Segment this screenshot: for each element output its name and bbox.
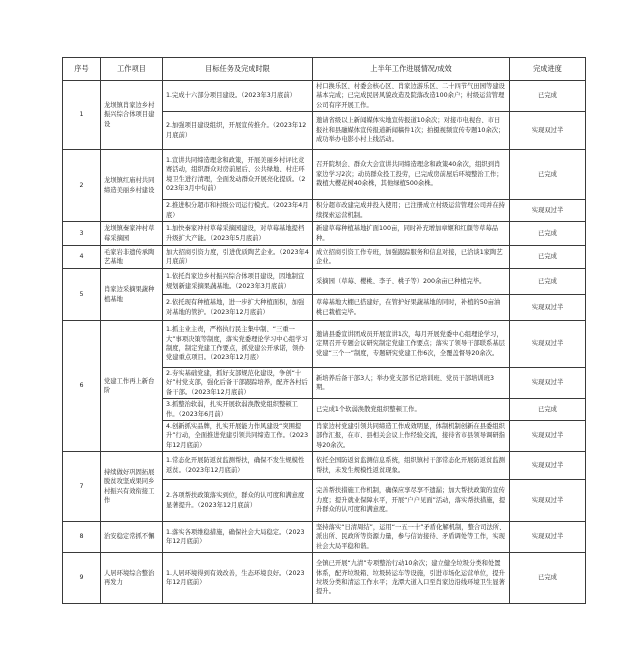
progress-result: 依托全国防返贫监测信息系统，组织镇村干部常态化开展防返贫监测帮扶，未发生规模性返贫现象。 — [313, 452, 510, 480]
target-task: 2.各项帮扶政策落实到位，群众的认可度和满意度显著提升。（2023年12月底前） — [163, 480, 313, 522]
work-project: 治安稳定常抓不懈 — [101, 522, 163, 553]
target-task: 2.推进积分超市和村级公司运行模式。（2023年4月底） — [163, 200, 313, 222]
completion-status: 已完成 — [510, 81, 586, 112]
target-task: 2.加强项目建设组织，开展宣传推介。（2023年12月底前） — [163, 112, 313, 150]
work-project: 党建工作再上新台阶 — [101, 321, 163, 452]
target-task: 1.落实各项维稳措施，确保社会大局稳定。（2023年12月底前） — [163, 522, 313, 553]
completion-status: 实现双过半 — [510, 200, 586, 222]
row-number: 5 — [63, 269, 101, 321]
progress-result: 新培养后备干部3人；举办党支部书记培训班、党员干部培训班3期。 — [313, 368, 510, 399]
header-project: 工作项目 — [101, 58, 163, 81]
completion-status: 已完成 — [510, 150, 586, 200]
target-task: 1.完成十六部分项目建设。（2023年3月底前） — [163, 81, 313, 112]
progress-result: 草莓基地大棚已搭建好，在管护好果蔬基地的同时，补植的50亩油桃已栽植完毕。 — [313, 295, 510, 321]
work-project: 人居环境综合整治再发力 — [101, 553, 163, 604]
target-task: 1.人居环境得到有效改善，生态环境良好。（2023年12月底前） — [163, 553, 313, 604]
header-target: 目标任务及完成时限 — [163, 58, 313, 81]
completion-status: 实现双过半 — [510, 522, 586, 553]
progress-result: 新建草莓种植基地扩面100亩，同时补充增加章姬和红颜等草莓品种。 — [313, 222, 510, 246]
target-task: 2.夯实基础党建，抓好支部规范化建设，争创“十好”村党支部，强化后备干部跟踪培养，配齐各村后备干部。（2023年12月底前） — [163, 368, 313, 399]
progress-result: 成立招商引资工作专班，加强跟踪服务和信息对接，已洽谈1家陶艺企业。 — [313, 246, 510, 269]
completion-status: 已完成 — [510, 246, 586, 269]
work-project: 龙坝镇肖家边乡村振兴综合体项目建设 — [101, 81, 163, 150]
work-project: 毛家岩非遗传承陶艺基地 — [101, 246, 163, 269]
row-number: 7 — [63, 452, 101, 522]
progress-result: 全镇已开展“九清”专项整治行动10余次；建立健全垃圾分类和处置体系，配齐垃圾箱、垃圾转运车等设施，引进市场化运营单位，提升垃圾分类和清运工作水平；龙潭大道入口至肖家边沿线环境卫生显著提升。 — [313, 553, 510, 604]
progress-result: 采摘园（草莓、樱桃、李子、桃子等）200余亩已种植完毕。 — [313, 269, 510, 295]
work-project: 龙坝镇秦家冲村草莓采摘园 — [101, 222, 163, 246]
completion-status: 已完成 — [510, 553, 586, 604]
row-number: 8 — [63, 522, 101, 553]
target-task: 1.常态化开展防返贫监测帮扶，确保不发生规模性返贫。（2023年12月底前） — [163, 452, 313, 480]
completion-status: 实现双过半 — [510, 452, 586, 480]
target-task: 1.抓主业主责，严格执行民主集中制、“三重一大”事项决策等制度，落实党委理论学习中心组学习制度，制定党建工作要点，抓党建公开承诺，领办党建重点项目。（2023年12月底） — [163, 321, 313, 368]
row-number: 3 — [63, 222, 101, 246]
completion-status: 实现双过半 — [510, 421, 586, 452]
row-number: 4 — [63, 246, 101, 269]
work-project: 持续做好巩固拓展脱贫攻坚成果同乡村振兴有效衔接工作 — [101, 452, 163, 522]
completion-status: 实现双过半 — [510, 321, 586, 368]
target-task: 4.创新抓实品牌，扎实开展能力作风建设“突围提升”行动，全面推进党建引领共同缔造工作。（2023年12月底前） — [163, 421, 313, 452]
completion-status: 实现双过半 — [510, 480, 586, 522]
progress-result: 邀请县委宣讲团成员开展宣讲1次，每月开展党委中心组理论学习，定期召开专题会议研究制定党建工作要点；落实了领导干部联系基层党建“三个一”制度，专题研究党建工作6次，全覆盖督导20余次。 — [313, 321, 510, 368]
work-progress-table — [62, 57, 586, 604]
progress-result: 积分超市改建完成并投入使用；已注册成立村级运营管理公司并在持续探索运营机制。 — [313, 200, 510, 222]
progress-result: 邀请省级以上新闻媒体实地宣传报道10余次；对接市电视台、市日报社和县融媒体宣传报道新闻稿件1次；拍摄视频宣传专题10余次；成功举办电影小村上线活动。 — [313, 112, 510, 150]
progress-result: 村口换乐区、村委会核心区、肖家边游乐区、二十四节气田园等建设基本完成；已完成民居风貌改造及院落改造100余户；村级运营管理公司有序开展工作。 — [313, 81, 510, 112]
header-no: 序号 — [63, 58, 101, 81]
work-project: 肖家边采摘果蔬种植基地 — [101, 269, 163, 321]
progress-result: 肖家边村党建引领共同缔造工作成效明显，体制机制创新在县委组织部作汇报，在市、县相关会议上作经验交流，接待省市县领导调研指导20余次。 — [313, 421, 510, 452]
row-number: 2 — [63, 150, 101, 222]
row-number: 1 — [63, 81, 101, 150]
target-task: 1.加快秦家冲村草莓采摘园建设，对草莓基地提档升级扩大产能。（2023年5月底前） — [163, 222, 313, 246]
work-project: 龙坝镇红庙村共同缔造美丽乡村建设 — [101, 150, 163, 222]
completion-status: 已完成 — [510, 222, 586, 246]
completion-status: 实现双过半 — [510, 295, 586, 321]
target-task: 2.依托现有种植基地，进一步扩大种植面积，加强对基地的管护。（2023年12月底前） — [163, 295, 313, 321]
progress-result: 坚持落实“日清周结”，运用“一五一十”矛盾化解机制，整合司法所、派出所、民政所等资源力量，参与信访接待、矛盾调处等工作，实现社会大局平稳和谐。 — [313, 522, 510, 553]
target-task: 1.宣讲共同缔造理念和政策，开展美丽乡村评比竞赛活动，组织群众对房前屋后、公共绿地、村庄环境卫生进行清理，全面发动群众开展亮化提质。（2023年3月中旬前） — [163, 150, 313, 200]
target-task: 1.依托肖家边乡村振兴综合体项目建设，因地制宜规划新建采摘果蔬基地。（2023年3月底前） — [163, 269, 313, 295]
completion-status: 已完成 — [510, 399, 586, 421]
row-number: 6 — [63, 321, 101, 452]
target-task: 加大招商引资力度，引进优质陶艺企业。（2023年4月底前） — [163, 246, 313, 269]
header-progress: 上半年工作进展情况/成效 — [313, 58, 510, 81]
completion-status: 实现双过半 — [510, 368, 586, 399]
completion-status: 已完成 — [510, 269, 586, 295]
progress-result: 已完成1个软弱涣散党组织整顿工作。 — [313, 399, 510, 421]
header-status: 完成进度 — [510, 58, 586, 81]
row-number: 9 — [63, 553, 101, 604]
progress-result: 完善帮扶措施工作机制，确保应享尽享不遗漏；加大帮扶政策的宣传力度；提升就业保障水平，开展“户户见面”活动，落实帮扶措施，提升群众的认可度和满意度。 — [313, 480, 510, 522]
progress-result: 召开院坝会、群众大会宣讲共同缔造理念和政策40余次，组织到肖家边学习2次；动员群众投工投劳，已完成房前屋后环境整治工作；栽植大樱花树40余株，其他绿植500余株。 — [313, 150, 510, 200]
completion-status: 实现双过半 — [510, 112, 586, 150]
target-task: 3.抓整治软弱，扎实开展软弱涣散党组织整顿工作。（2023年6月前） — [163, 399, 313, 421]
